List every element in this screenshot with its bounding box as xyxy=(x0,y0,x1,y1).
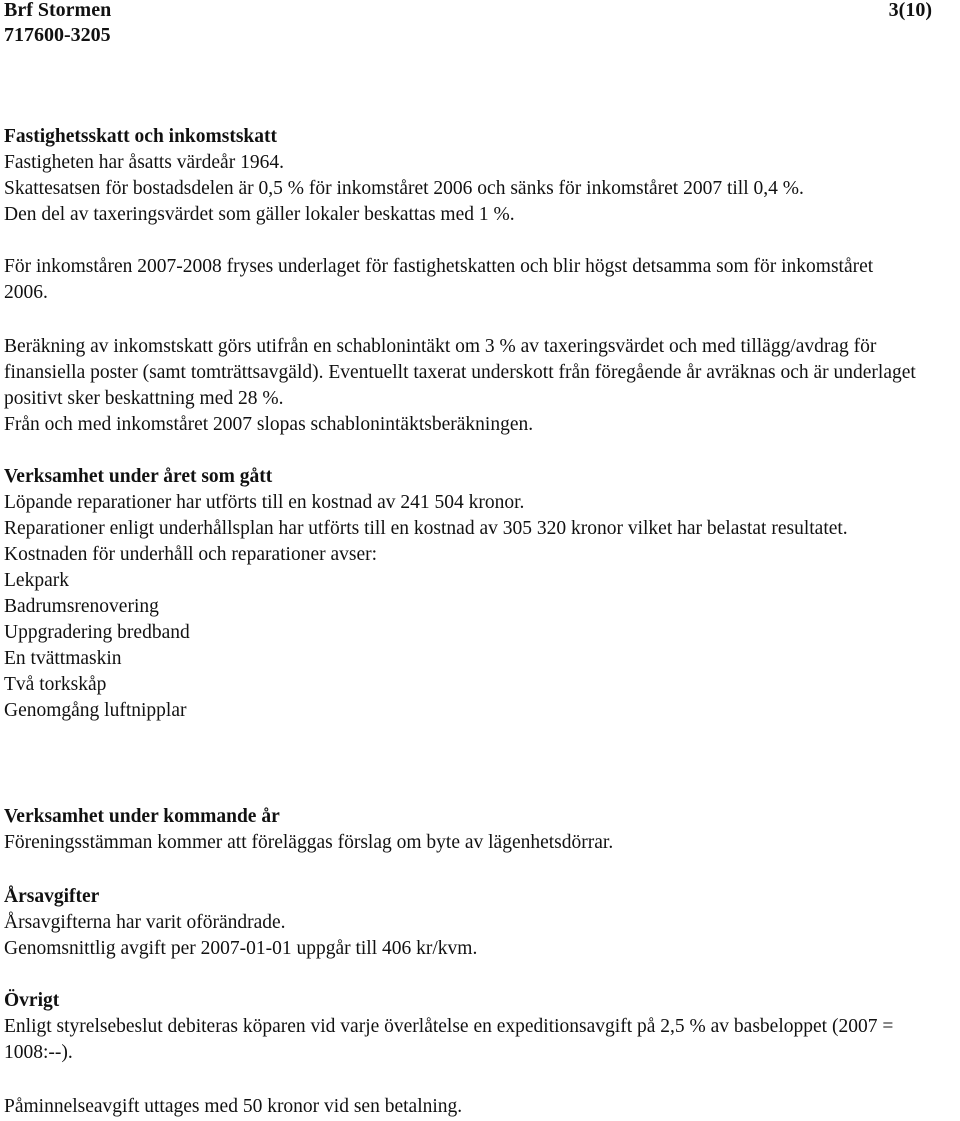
text-line: Föreningsstämman kommer att föreläggas förslag om byte av lägenhetsdörrar. xyxy=(4,832,614,853)
section-verksamhet-kommande xyxy=(4,804,940,856)
text-line: Den del av taxeringsvärdet som gäller lokaler beskattas med 1 %. xyxy=(4,204,515,225)
page-number: 3(10) xyxy=(888,0,932,21)
paragraph-fryst-underlag: För inkomståren 2007-2008 fryses underlaget för fastighetskatten och blir högst detsamma som för inkomståret 2006. xyxy=(4,256,874,303)
text-paragraph: Beräkning av inkomstskatt görs utifrån en schablonintäkt om 3 % av taxeringsvärdet och med tillägg/avdrag för finansiella poster (samt tomträttsavgäld). Eventuellt taxerat underskott från föregående år avräknas och är underlaget positivt sker beskattning med 28 %. xyxy=(4,336,916,409)
section-heading-ovrigt: Övrigt xyxy=(4,990,60,1011)
list-item: Badrumsrenovering xyxy=(4,596,159,617)
text-line: Årsavgifterna har varit oförändrade. xyxy=(4,912,286,933)
section-heading-fastighetsskatt: Fastighetsskatt och inkomstskatt xyxy=(4,126,278,147)
paragraph-paminnelseavgift: Påminnelseavgift uttages med 50 kronor vid sen betalning. xyxy=(4,1096,463,1117)
section-ovrigt xyxy=(4,988,940,1066)
list-item: Genomgång luftnipplar xyxy=(4,700,187,721)
text-line: Löpande reparationer har utförts till en kostnad av 241 504 kronor. xyxy=(4,492,525,513)
text-paragraph: Enligt styrelsebeslut debiteras köparen vid varje överlåtelse en expeditionsavgift på 2,5 % av basbeloppet (2007 = 1008:--). xyxy=(4,1016,894,1063)
text-line: Kostnaden för underhåll och reparationer avser: xyxy=(4,544,378,565)
section-heading-verksamhet-aret: Verksamhet under året som gått xyxy=(4,466,273,487)
organization-number: 717600-3205 xyxy=(4,24,111,46)
section-fastighetsskatt xyxy=(4,124,940,228)
section-verksamhet-aret xyxy=(4,464,940,724)
organization-name: Brf Stormen xyxy=(4,0,112,21)
text-paragraph: Reparationer enligt underhållsplan har utförts till en kostnad av 305 320 kronor vilket har belastat resultatet. xyxy=(4,518,848,539)
list-item: Lekpark xyxy=(4,570,69,591)
section-heading-verksamhet-kommande: Verksamhet under kommande år xyxy=(4,806,280,827)
text-line: Genomsnittlig avgift per 2007-01-01 uppgår till 406 kr/kvm. xyxy=(4,938,478,959)
paragraph-inkomstskatt xyxy=(4,334,940,438)
section-arsavgifter xyxy=(4,884,940,962)
text-line: Skattesatsen för bostadsdelen är 0,5 % för inkomståret 2006 och sänks för inkomståret 2007 till 0,4 %. xyxy=(4,178,804,199)
text-line: Fastigheten har åsatts värdeår 1964. xyxy=(4,152,284,173)
list-item: Uppgradering bredband xyxy=(4,622,190,643)
list-item: En tvättmaskin xyxy=(4,648,122,669)
section-heading-arsavgifter: Årsavgifter xyxy=(4,886,100,907)
text-line: Från och med inkomståret 2007 slopas schablonintäktsberäkningen. xyxy=(4,414,534,435)
list-item: Två torkskåp xyxy=(4,674,107,695)
